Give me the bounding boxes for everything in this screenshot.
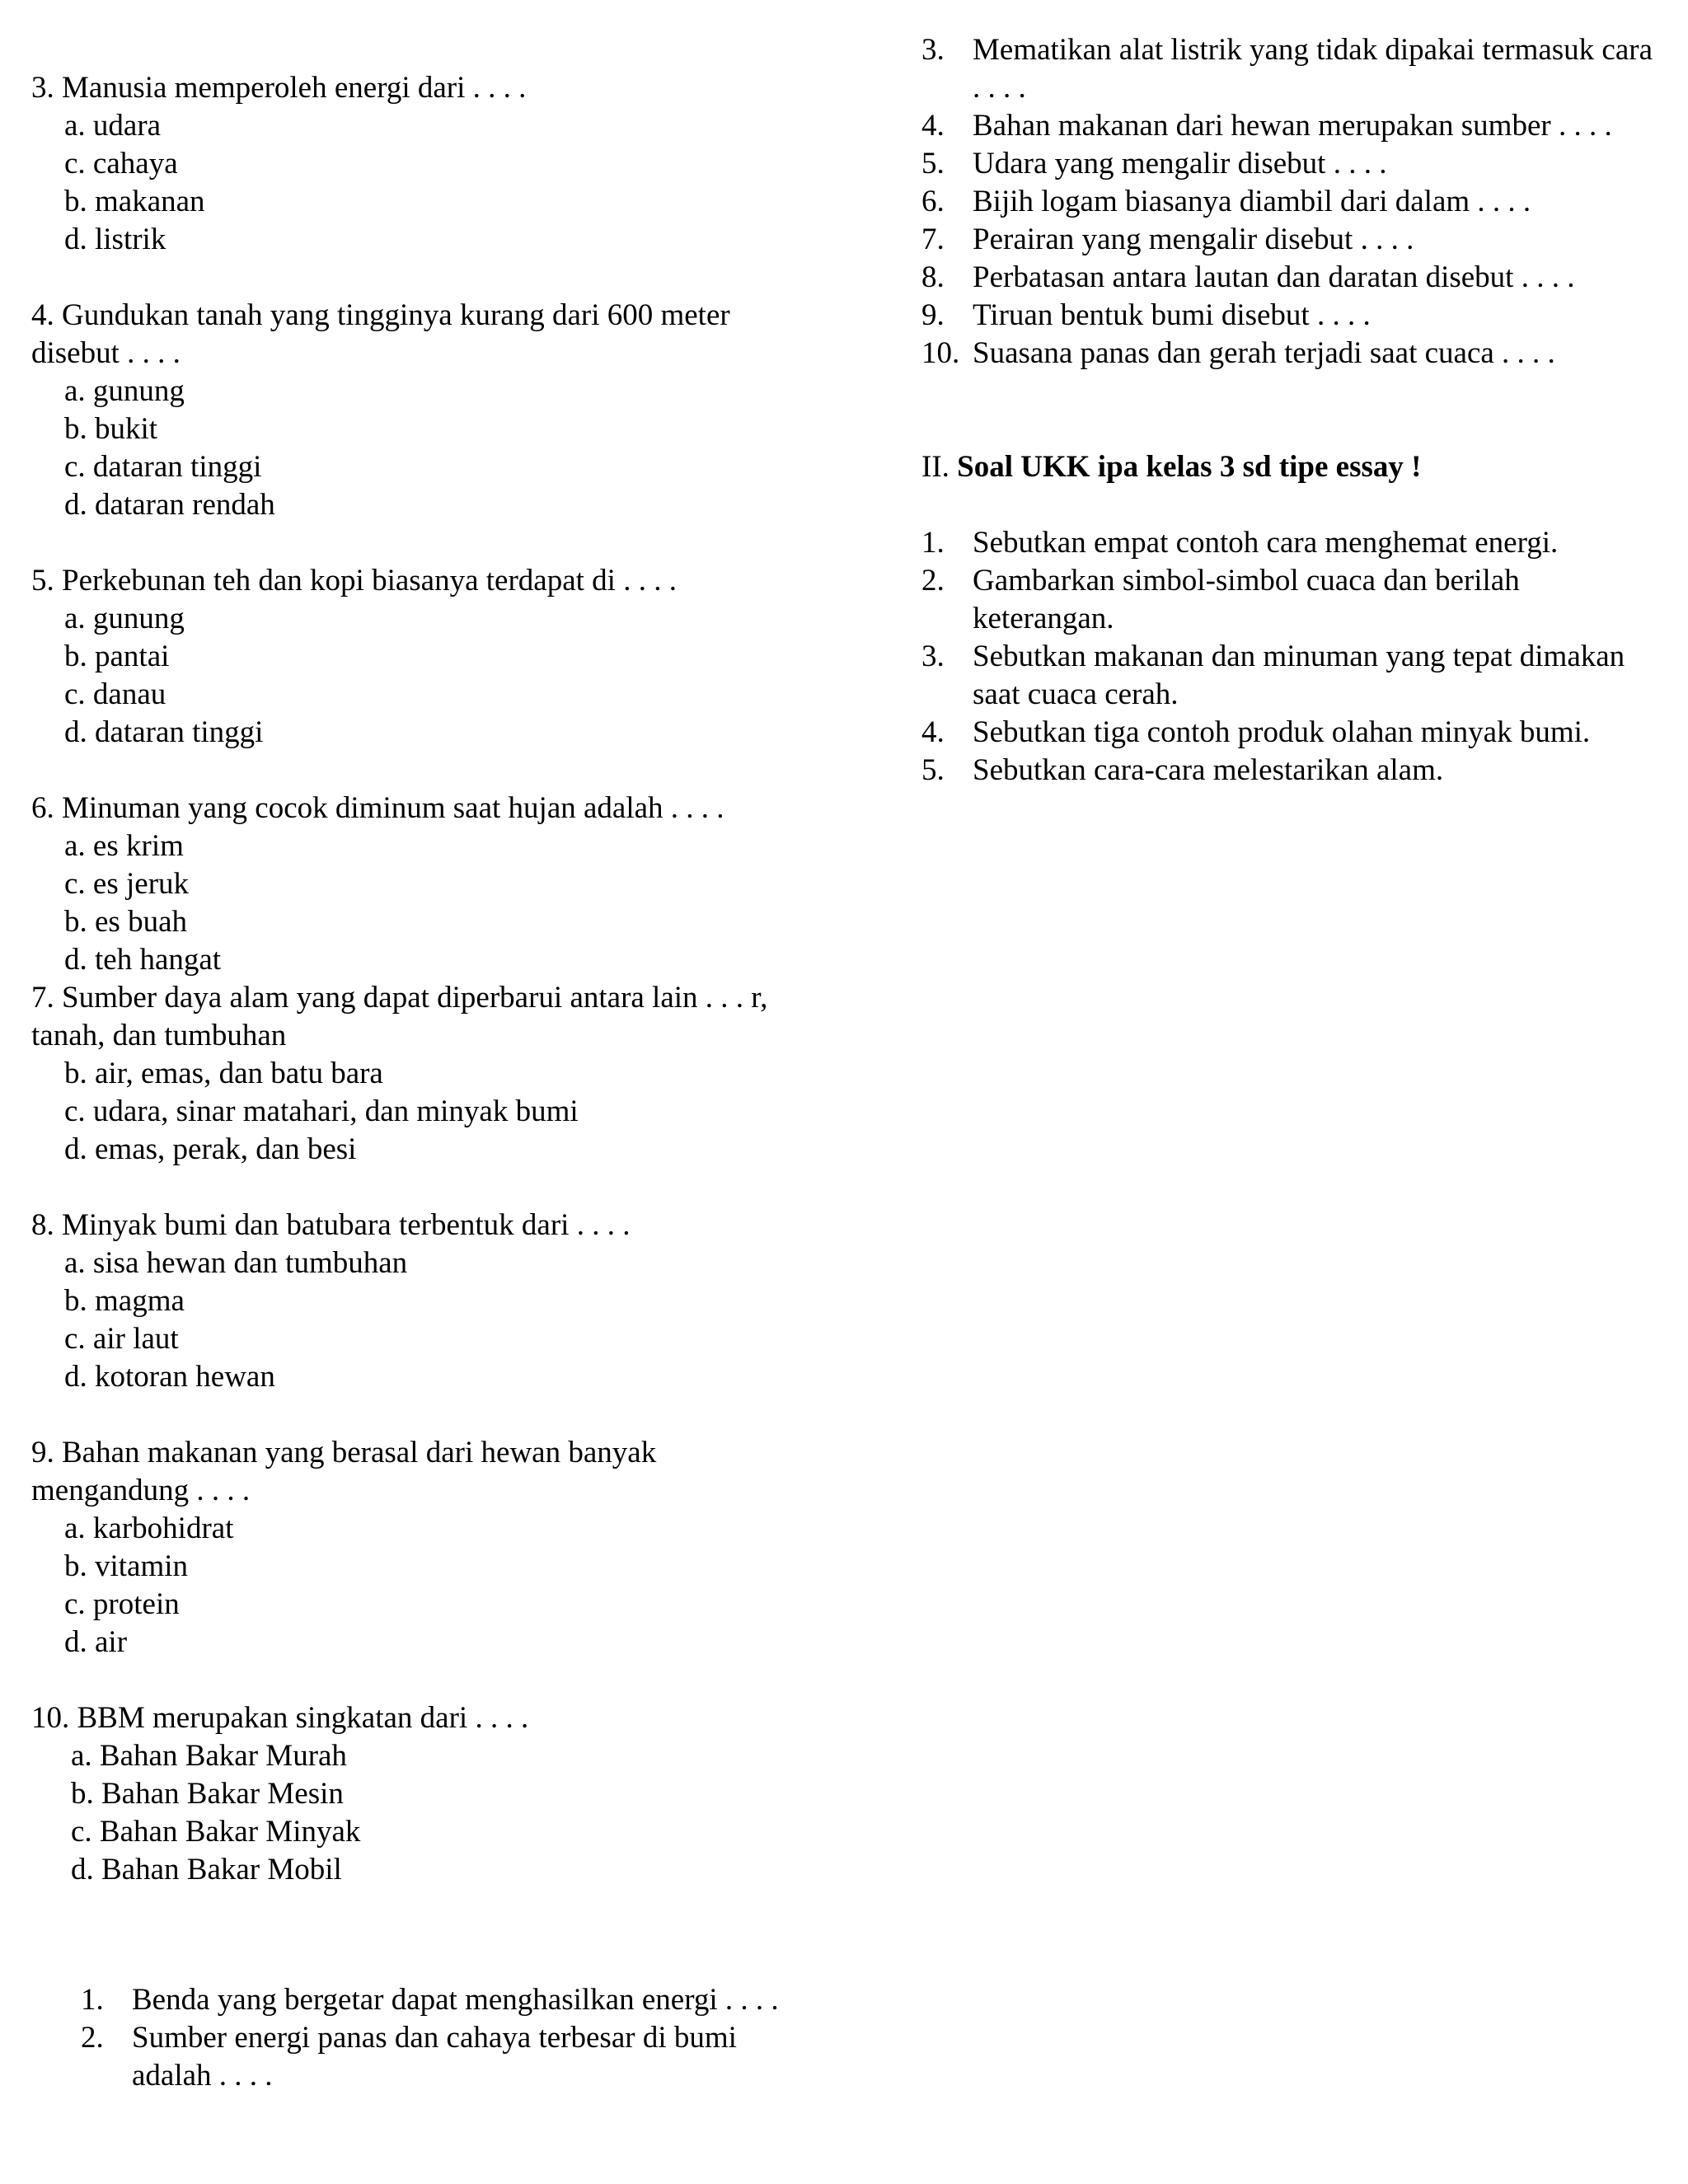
question-stem: 4. Gundukan tanah yang tingginya kurang dari 600 meter disebut . . . . [31, 298, 730, 370]
item-number: 3. [921, 640, 945, 673]
question-10 [31, 1699, 806, 1889]
answer-option: c. air laut [64, 1322, 179, 1356]
item-number: 8. [921, 260, 945, 294]
question-stem: 7. Sumber daya alam yang dapat diperbarui antara lain . . . r, tanah, dan tumbuhan [31, 981, 768, 1052]
item-number: 6. [921, 185, 945, 218]
answer-option: c. dataran tinggi [64, 450, 262, 484]
answer-option: a. karbohidrat [64, 1511, 234, 1545]
question-stem: 10. BBM merupakan singkatan dari . . . . [31, 1701, 529, 1735]
answer-option: d. dataran rendah [64, 488, 275, 522]
answer-option: d. dataran tinggi [64, 715, 264, 749]
answer-option: d. air [64, 1625, 128, 1659]
multiple-choice-column [31, 69, 806, 1889]
item-text: Bijih logam biasanya diambil dari dalam . . . . [973, 185, 1531, 218]
question-7 [31, 979, 806, 1169]
essay-item [921, 714, 1663, 752]
item-text: Benda yang bergetar dapat menghasilkan energi . . . . [132, 1983, 779, 2017]
question-8 [31, 1207, 806, 1396]
question-9 [31, 1434, 806, 1661]
item-text: Sebutkan makanan dan minuman yang tepat dimakan saat cuaca cerah. [973, 640, 1625, 711]
answer-option: a. udara [64, 109, 162, 143]
item-text: Gambarkan simbol-simbol cuaca dan berilah keterangan. [973, 564, 1520, 635]
item-number: 1. [81, 1983, 104, 2017]
fill-in-item [921, 183, 1663, 221]
fill-in-item [921, 259, 1663, 297]
fill-in-item [81, 1981, 806, 2019]
item-number: 4. [921, 715, 945, 749]
answer-option: d. Bahan Bakar Mobil [71, 1853, 342, 1886]
answer-option: a. es krim [64, 829, 184, 863]
item-number: 2. [81, 2021, 104, 2055]
fill-in-item [921, 335, 1663, 373]
essay-section-title [921, 448, 1663, 486]
essay-item [921, 524, 1663, 562]
question-4 [31, 297, 806, 524]
item-text: Sebutkan empat contoh cara menghemat energi. [973, 526, 1559, 560]
question-3 [31, 69, 806, 259]
answer-option: c. cahaya [64, 147, 178, 180]
answer-option: c. es jeruk [64, 867, 190, 901]
essay-item [921, 752, 1663, 790]
item-text: Bahan makanan dari hewan merupakan sumber . . . . [973, 109, 1612, 143]
answer-option: b. bukit [64, 412, 158, 446]
answer-option: b. air, emas, dan batu bara [64, 1057, 383, 1090]
essay-list [921, 524, 1663, 790]
question-stem: 3. Manusia memperoleh energi dari . . . . [31, 71, 527, 105]
essay-item [921, 638, 1663, 714]
answer-option: b. es buah [64, 905, 187, 939]
question-stem: 6. Minuman yang cocok diminum saat hujan adalah . . . . [31, 791, 724, 825]
fill-in-item [921, 107, 1663, 145]
answer-option: d. kotoran hewan [64, 1360, 275, 1394]
answer-option: c. danau [64, 677, 166, 711]
item-text: Udara yang mengalir disebut . . . . [973, 147, 1387, 180]
question-6 [31, 790, 806, 979]
answer-option: d. listrik [64, 223, 166, 256]
answer-option: a. sisa hewan dan tumbuhan [64, 1246, 408, 1280]
answer-option: c. Bahan Bakar Minyak [71, 1815, 361, 1849]
question-stem: 9. Bahan makanan yang berasal dari hewan banyak mengandung . . . . [31, 1436, 657, 1507]
fill-in-list-continued [921, 31, 1663, 373]
fill-in-item [81, 2019, 806, 2095]
fill-in-item [921, 221, 1663, 259]
item-text: Perairan yang mengalir disebut . . . . [973, 223, 1414, 256]
section-heading: Soal UKK ipa kelas 3 sd tipe essay ! [957, 450, 1422, 484]
answer-option: d. teh hangat [64, 943, 222, 977]
question-stem: 8. Minyak bumi dan batubara terbentuk dari . . . . [31, 1208, 631, 1242]
answer-option: b. vitamin [64, 1549, 189, 1583]
fill-in-item [921, 31, 1663, 107]
fill-in-item [921, 145, 1663, 183]
answer-option: c. udara, sinar matahari, dan minyak bumi [64, 1094, 579, 1128]
item-number: 7. [921, 223, 945, 256]
answer-option: b. pantai [64, 640, 170, 673]
answer-option: a. gunung [64, 374, 185, 408]
item-text: Tiruan bentuk bumi disebut . . . . [973, 298, 1371, 332]
item-number: 9. [921, 298, 945, 332]
item-number: 4. [921, 109, 945, 143]
answer-option: a. Bahan Bakar Murah [71, 1739, 347, 1773]
question-5 [31, 562, 806, 752]
answer-option: b. magma [64, 1284, 185, 1318]
item-number: 5. [921, 753, 945, 787]
answer-option: b. Bahan Bakar Mesin [71, 1777, 344, 1811]
item-text: Mematikan alat listrik yang tidak dipakai termasuk cara . . . . [973, 33, 1653, 105]
answer-option: c. protein [64, 1587, 180, 1621]
item-text: Sumber energi panas dan cahaya terbesar di bumi adalah . . . . [132, 2021, 737, 2093]
essay-item [921, 562, 1663, 638]
item-number: 1. [921, 526, 945, 560]
answer-option: b. makanan [64, 185, 205, 218]
item-text: Sebutkan cara-cara melestarikan alam. [973, 753, 1444, 787]
item-number: 5. [921, 147, 945, 180]
section-number: II. [921, 450, 950, 484]
item-number: 3. [921, 33, 945, 67]
item-text: Perbatasan antara lautan dan daratan disebut . . . . [973, 260, 1575, 294]
item-number: 2. [921, 564, 945, 598]
right-column [921, 31, 1663, 790]
item-text: Sebutkan tiga contoh produk olahan minyak bumi. [973, 715, 1591, 749]
fill-in-item [921, 297, 1663, 335]
item-number: 10. [921, 336, 960, 370]
question-stem: 5. Perkebunan teh dan kopi biasanya terdapat di . . . . [31, 564, 677, 598]
fill-in-list-start [81, 1981, 806, 2095]
answer-option: d. emas, perak, dan besi [64, 1132, 357, 1166]
item-text: Suasana panas dan gerah terjadi saat cuaca . . . . [973, 336, 1555, 370]
answer-option: a. gunung [64, 602, 185, 635]
